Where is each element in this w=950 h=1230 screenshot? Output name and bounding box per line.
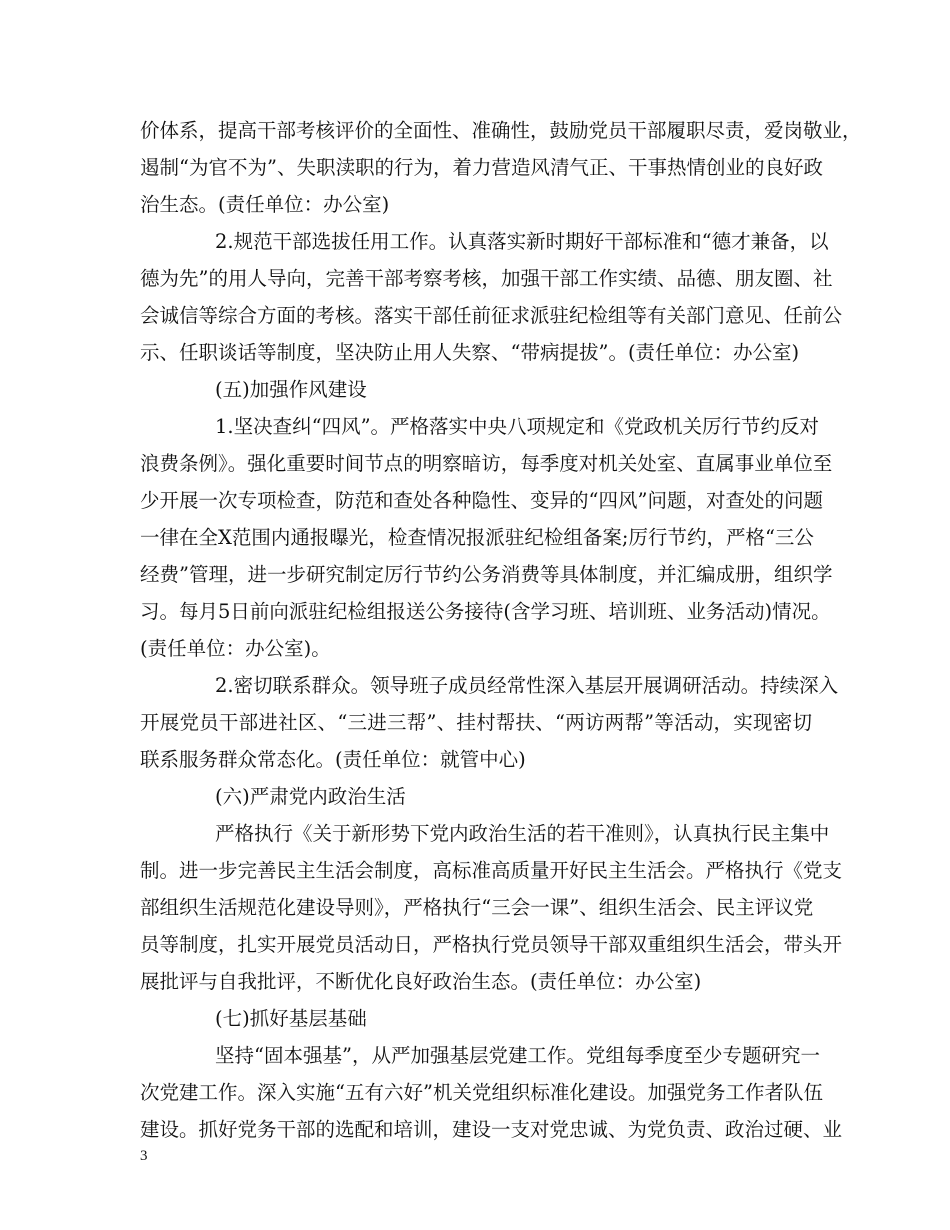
text-line: 部组织生活规范化建设导则》，严格执行“三会一课”、组织生活会、民主评议党	[140, 896, 814, 919]
text-line: 经费”管理，进一步研究制定厉行节约公务消费等具体制度，并汇编成册，组织学	[140, 563, 833, 586]
paragraph	[140, 112, 862, 223]
document-body	[140, 112, 862, 1148]
paragraph	[140, 815, 843, 1000]
text-line: 2.规范干部选拔任用工作。认真落实新时期好干部标准和“德才兼备，以	[215, 230, 829, 253]
text-line: 少开展一次专项检查，防范和查处各种隐性、变异的“四风”问题，对查处的问题	[140, 489, 823, 512]
text-line: 2.密切联系群众。领导班子成员经常性深入基层开展调研活动。持续深入	[215, 674, 839, 697]
text-line: 习。每月5日前向派驻纪检组报送公务接待(含学习班、培训班、业务活动)情况。	[140, 600, 831, 623]
text-line: 员等制度，扎实开展党员活动日，严格执行党员领导干部双重组织生活会，带头开	[140, 933, 843, 956]
text-line: (七)抓好基层基础	[215, 1007, 367, 1030]
text-line: 示、任职谈话等制度，坚决防止用人失察、“带病提拔”。(责任单位：办公室)	[140, 341, 800, 364]
paragraph	[140, 667, 839, 778]
text-line: 开展党员干部进社区、“三进三帮”、挂村帮扶、“两访两帮”等活动，实现密切	[140, 711, 812, 734]
text-line: 会诚信等综合方面的考核。落实干部任前征求派驻纪检组等有关部门意见、任前公	[140, 304, 843, 327]
section-heading	[140, 778, 812, 815]
text-line: 价体系，提高干部考核评价的全面性、准确性，鼓励党员干部履职尽责，爱岗敬业，	[140, 119, 862, 142]
text-line: 制。进一步完善民主生活会制度，高标准高质量开好民主生活会。严格执行《党支	[140, 859, 843, 882]
text-line: 次党建工作。深入实施“五有六好”机关党组织标准化建设。加强党务工作者队伍	[140, 1081, 823, 1104]
text-line: 展批评与自我批评，不断优化良好政治生态。(责任单位：办公室)	[140, 970, 702, 993]
paragraph	[140, 408, 833, 667]
text-line: 遏制“为官不为”、失职渎职的行为，着力营造风清气正、干事热情创业的良好政	[140, 156, 823, 179]
text-line: (责任单位：办公室)。	[140, 637, 331, 660]
section-heading	[140, 1000, 812, 1037]
text-line: 严格执行《关于新形势下党内政治生活的若干准则》，认真执行民主集中	[215, 822, 830, 845]
text-line: 治生态。(责任单位：办公室)	[140, 193, 390, 216]
text-line: 坚持“固本强基”，从严加强基层党建工作。党组每季度至少专题研究一	[215, 1044, 820, 1067]
text-line: 建设。抓好党务干部的选配和培训，建设一支对党忠诚、为党负责、政治过硬、业	[140, 1118, 843, 1141]
paragraph	[140, 223, 843, 371]
text-line: (五)加强作风建设	[215, 378, 367, 401]
paragraph	[140, 1037, 843, 1148]
text-line: (六)严肃党内政治生活	[215, 785, 406, 808]
text-line: 联系服务群众常态化。(责任单位：就管中心)	[140, 748, 526, 771]
text-line: 浪费条例》。强化重要时间节点的明察暗访，每季度对机关处室、直属事业单位至	[140, 452, 833, 475]
page-number: 3	[140, 1148, 148, 1164]
section-heading	[140, 371, 812, 408]
text-line: 一律在全X范围内通报曝光，检查情况报派驻纪检组备案;厉行节约，严格“三公	[140, 526, 814, 549]
text-line: 德为先”的用人导向，完善干部考察考核，加强干部工作实绩、品德、朋友圈、社	[140, 267, 833, 290]
text-line: 1.坚决查纠“四风”。严格落实中央八项规定和《党政机关厉行节约反对	[215, 415, 820, 438]
